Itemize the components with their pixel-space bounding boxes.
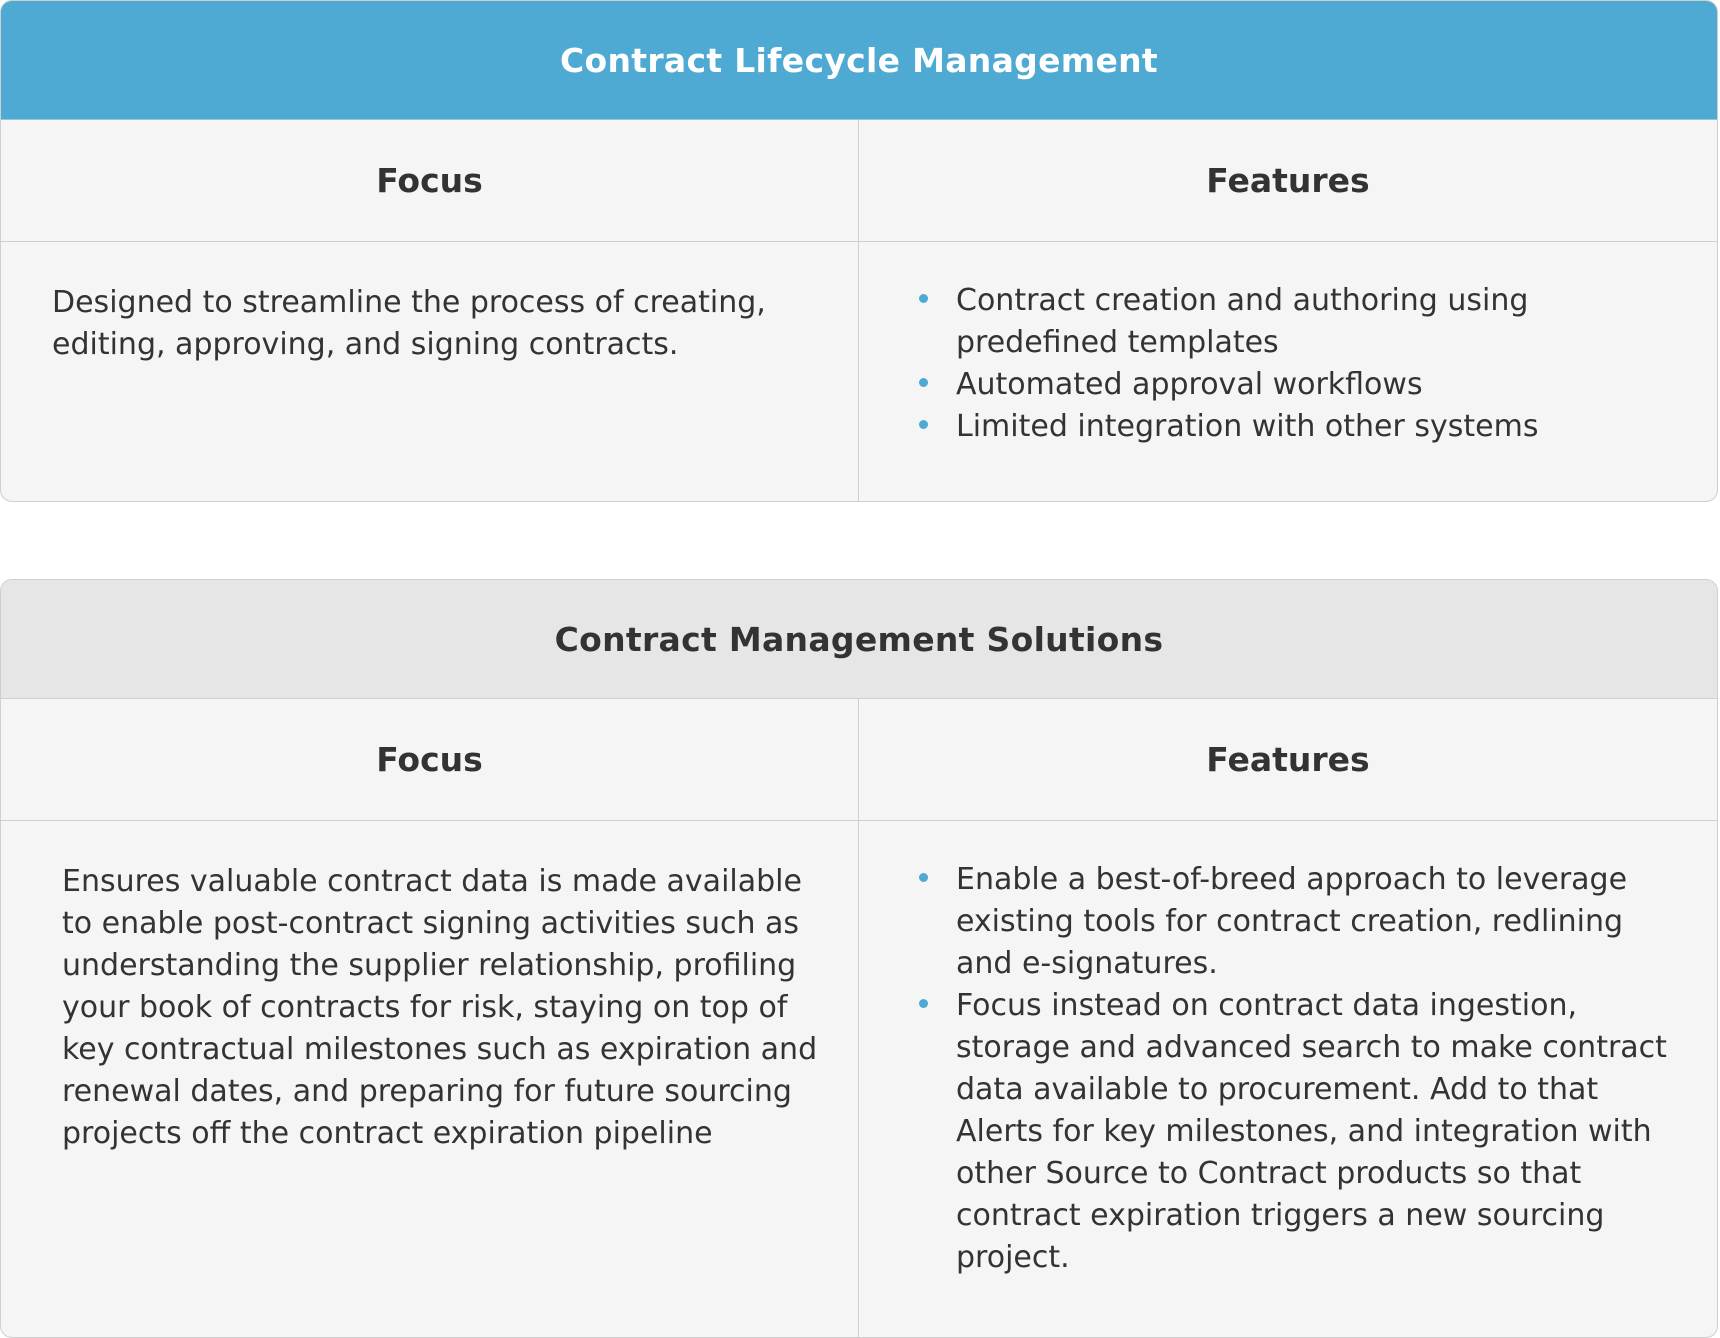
list-item — [859, 280, 1687, 364]
clm-title: Contract Lifecycle Management — [1, 1, 1717, 120]
clm-features-column — [859, 120, 1717, 501]
feature-text: Automated approval workflows — [956, 367, 1423, 402]
list-item — [859, 364, 1687, 406]
bullet-icon — [919, 999, 928, 1008]
clm-features-list — [919, 280, 1687, 448]
bullet-icon — [919, 420, 928, 429]
clm-card — [0, 0, 1718, 502]
cms-focus-body — [1, 821, 858, 1338]
feature-text: Enable a best-of-breed approach to leverage existing tools for contract creation, redlining and e-signatures. — [956, 862, 1628, 981]
clm-focus-column — [1, 120, 859, 501]
cms-features-list — [919, 859, 1677, 1279]
bullet-icon — [919, 873, 928, 882]
clm-focus-body — [1, 242, 858, 501]
feature-text: Contract creation and authoring using predefined templates — [956, 283, 1529, 360]
list-item — [859, 406, 1687, 448]
cms-focus-header: Focus — [1, 699, 858, 821]
cms-features-body — [859, 821, 1717, 1338]
cms-focus-text: Ensures valuable contract data is made available to enable post-contract signing activities such as understanding the supplier relationship, profiling your book of contracts for risk, staying on top of key contractual milestones such as expiration and renewal dates, and preparing for future sourcing projects off the contract expiration pipeline — [62, 864, 818, 1151]
list-item — [859, 859, 1677, 985]
cms-grid — [1, 699, 1717, 1338]
clm-focus-header: Focus — [1, 120, 858, 242]
bullet-icon — [919, 378, 928, 387]
cms-title: Contract Management Solutions — [1, 580, 1717, 699]
cms-features-column — [859, 699, 1717, 1338]
cms-features-header: Features — [859, 699, 1717, 821]
clm-grid — [1, 120, 1717, 501]
list-item — [859, 985, 1677, 1279]
clm-features-header: Features — [859, 120, 1717, 242]
clm-features-body — [859, 242, 1717, 501]
feature-text: Focus instead on contract data ingestion, storage and advanced search to make contract data available to procurement. Add to that Alerts for key milestones, and integration with other Source to Contract products so that contract expiration triggers a new sourcing project. — [956, 988, 1667, 1275]
bullet-icon — [919, 294, 928, 303]
cms-focus-column — [1, 699, 859, 1338]
clm-focus-text: Designed to streamline the process of creating, editing, approving, and signing contracts. — [52, 285, 766, 362]
feature-text: Limited integration with other systems — [956, 409, 1539, 444]
cms-card — [0, 579, 1718, 1338]
